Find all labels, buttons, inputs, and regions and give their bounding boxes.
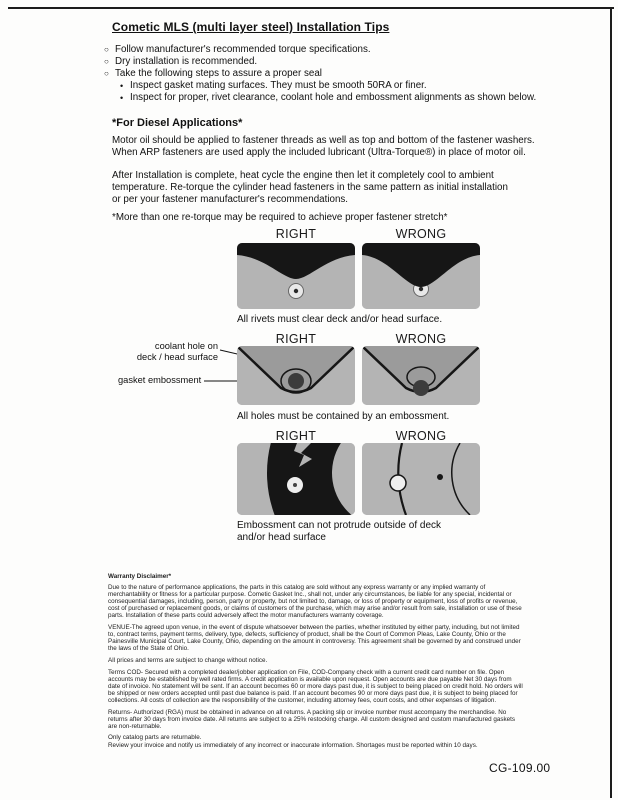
diagram2-wrong-label: WRONG — [395, 332, 447, 346]
legal-paragraph: All prices and terms are subject to change without notice. — [108, 656, 268, 664]
diagram2-right-label: RIGHT — [275, 332, 317, 346]
tip-sub-item — [120, 92, 544, 104]
caption-line: Embossment can not protrude outside of deck — [237, 520, 442, 531]
hole-uncontained-wrong-graphic — [362, 346, 480, 405]
diagram2-wrong-image — [362, 346, 480, 405]
tip-sub-text: Inspect gasket mating surfaces. They must be smooth 50RA or finer. — [130, 80, 427, 91]
diagram2-caption: All holes must be contained by an embossment. — [237, 411, 450, 422]
scan-border-right — [610, 7, 612, 798]
diagram3-wrong-image — [362, 443, 480, 515]
diesel-paragraph-2 — [112, 170, 542, 206]
embossment-inside-right-graphic — [237, 443, 355, 515]
open-bullet-icon: ○ — [104, 69, 109, 78]
paragraph-line: After Installation is complete, heat cycle the engine then let it completely cool to ambient — [112, 170, 494, 181]
tip-sub-text: Inspect for proper, rivet clearance, coolant hole and embossment alignments as shown below. — [130, 92, 537, 103]
tip-text: Follow manufacturer's recommended torque specifications. — [115, 44, 371, 55]
diagram3-right-image — [237, 443, 355, 515]
tip-item — [104, 44, 544, 56]
gasket-embossment-label: gasket embossment — [118, 375, 202, 385]
diagram1-right-image — [237, 243, 355, 309]
solid-bullet-icon: • — [120, 81, 124, 91]
diagram1-right-label: RIGHT — [275, 227, 317, 241]
legal-section — [108, 573, 524, 753]
diagram3-wrong-label: WRONG — [395, 429, 447, 443]
tip-text: Dry installation is recommended. — [115, 56, 258, 67]
label-line: coolant hole on — [154, 341, 218, 351]
legal-paragraph: VENUE-The agreed upon venue, in the event of dispute whatsoever between the parties, whether instituted by either party, including, but not limited to, contract terms, payment terms, delivery, type, defects, sufficiency of product, shall be the Court of Common Pleas, Lake County, Ohio or the Painesville Municipal Court, Lake County, Ohio, depending on the amount in controversy. This agreement shall be governed by and construed under the laws of the State of Ohio. — [108, 624, 521, 653]
scan-border-top — [8, 7, 614, 9]
diagram1-wrong-label: WRONG — [395, 227, 447, 241]
hole-contained-right-graphic — [237, 346, 355, 405]
legal-paragraph: Review your invoice and notify us immediately of any incorrect or inaccurate information. Shortages must be reported within 10 days. — [108, 741, 478, 749]
tip-item — [104, 56, 544, 68]
diagram3-right-label: RIGHT — [275, 429, 317, 443]
caption-line: and/or head surface — [237, 531, 326, 543]
diagram1-caption: All rivets must clear deck and/or head surface. — [237, 314, 443, 325]
paragraph-line: When ARP fasteners are used apply the included lubricant (Ultra-Torque®) in place of motor oil. — [112, 147, 526, 158]
rivet-clear-right-graphic — [237, 243, 355, 309]
diesel-paragraph-1 — [112, 135, 542, 159]
rivet-overlap-wrong-graphic — [362, 243, 480, 309]
diagram1-wrong-image — [362, 243, 480, 309]
page-title: Cometic MLS (multi layer steel) Installation Tips — [112, 20, 390, 34]
document-code: CG-109.00 — [489, 761, 551, 775]
retorque-note: *More than one re-torque may be required to achieve proper fastener stretch* — [112, 212, 448, 223]
label-line: deck / head surface — [136, 351, 218, 362]
warranty-disclaimer-heading: Warranty Disclaimer* — [108, 573, 172, 580]
embossment-protruding-wrong-graphic — [362, 443, 480, 515]
paragraph-line: Motor oil should be applied to fastener threads as well as top and bottom of the fastener washers. — [112, 135, 535, 146]
open-bullet-icon: ○ — [104, 45, 109, 54]
tips-list — [104, 44, 544, 104]
open-bullet-icon: ○ — [104, 57, 109, 66]
diagram3-caption — [237, 520, 441, 543]
solid-bullet-icon: • — [120, 93, 124, 103]
diesel-applications-heading: *For Diesel Applications* — [112, 117, 243, 129]
diagram2-right-image — [237, 346, 355, 405]
tip-sub-item — [120, 80, 544, 92]
legal-paragraph: Returns- Authorized (RGA) must be obtained in advance on all returns. A packing slip or invoice number must accompany the merchandise. No returns after 30 days from invoice date. All returns are subject to a 25% restocking charge. All custom designed and custom manufactured gaskets are non-returnable. — [108, 708, 516, 730]
paragraph-line: temperature. Re-torque the cylinder head fasteners in the same pattern as initial installation — [112, 182, 508, 193]
paragraph-line: or per your fastener manufacturer's recommendations. — [112, 194, 349, 205]
tip-text: Take the following steps to assure a proper seal — [115, 68, 322, 79]
tip-item — [104, 68, 544, 80]
legal-paragraph: Due to the nature of performance applications, the parts in this catalog are sold without any express warranty or any implied warranty of merchantability or fitness for a particular purpose. Cometic Gasket Inc., shall not, under any circumstances, be liable for any special, incidental or consequential damages, including, person, party or property, but not limited to, damage, or loss of property or equipment, loss of profits or revenue, cost of purchased or replacement goods, or claims of customers of the purchase, which may arise and/or result from sale, installation or use of these parts. Installation of these parts could adversely affect the motor manufacturers warranty coverage. — [108, 584, 522, 620]
legal-paragraph: Only catalog parts are returnable. — [108, 734, 202, 742]
legal-paragraph: Terms COD- Secured with a completed dealer/jobber application on File, COD-Company check with a current credit card number on file. Open accounts may be established by well rated firms. A credit application is available upon request. Open accounts are due payable Net 30 days from date of invoice. No statement will be sent. If an account becomes 60 or more days past due, it is subject to being placed on credit hold. No orders will be shipped or new orders accepted until past due balance is paid. If an account becomes 90 or more days past due, it is subject to being placed for collections. All costs of collection are the responsibility of the customer, including attorney fees, court costs, and other expenses of litigation. — [108, 668, 523, 704]
